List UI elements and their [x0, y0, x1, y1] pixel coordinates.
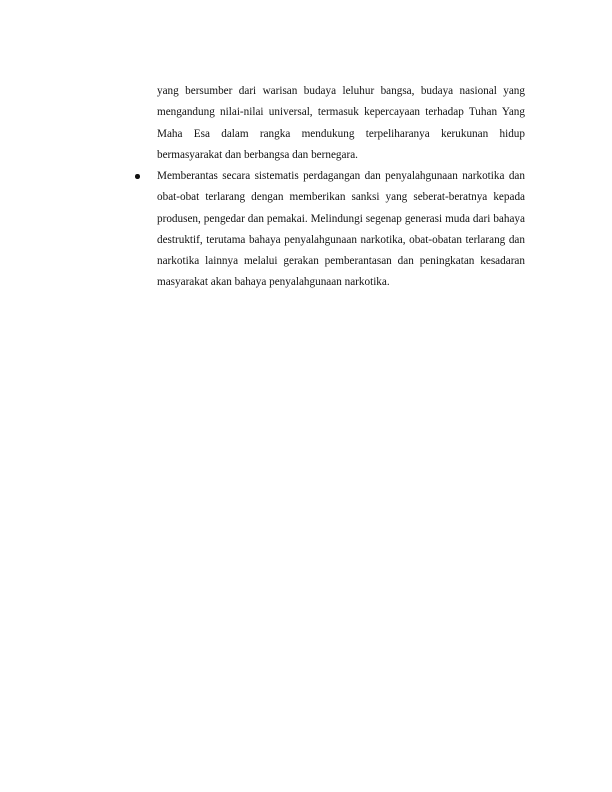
bullet-text: Memberantas secara sistematis perdagangan dan penyalahgunaan narkotika dan obat-obat terlarang dengan memberikan sanksi yang seberat-beratnya kepada produsen, pengedar dan pemakai. Melindungi segenap generasi muda dari bahaya destruktif, terutama bahaya penyalahgunaan narkotika, obat-obatan terlarang dan narkotika lainnya melalui gerakan pemberantasan dan peningkatan kesadaran masyarakat akan bahaya penyalahgunaan narkotika.	[157, 170, 525, 289]
bullet-dot-icon	[135, 174, 140, 179]
continued-paragraph: yang bersumber dari warisan budaya leluhur bangsa, budaya nasional yang mengandung nilai-nilai universal, termasuk kepercayaan terhadap Tuhan Yang Maha Esa dalam rangka mendukung terpeliharanya kerukunan hidup bermasyarakat dan berbangsa dan bernegara.	[157, 85, 525, 161]
